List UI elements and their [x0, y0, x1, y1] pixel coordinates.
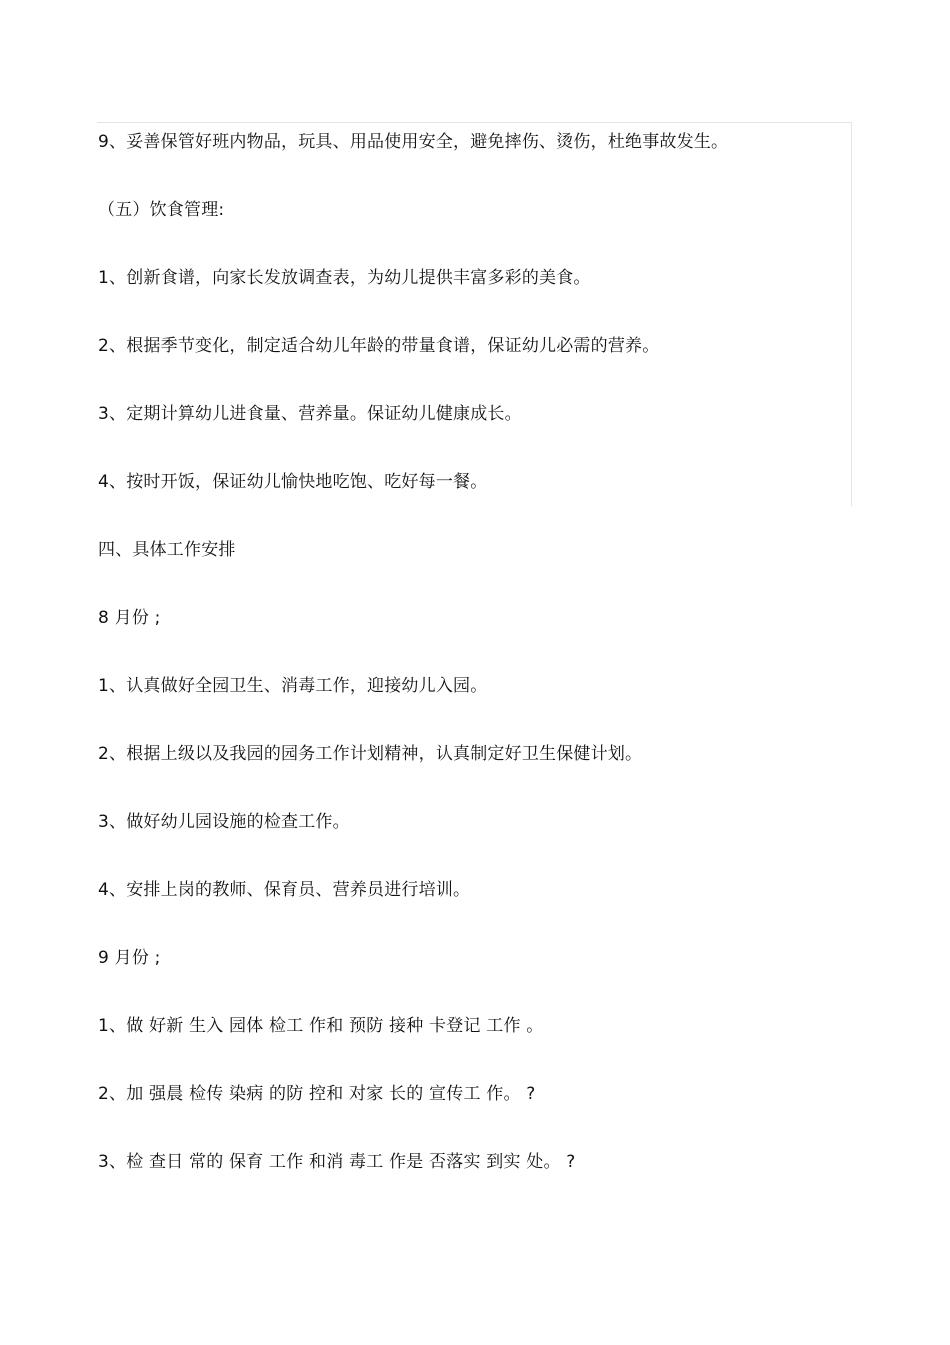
text-line: 1、认真做好全园卫生、消毒工作，迎接幼儿入园。 — [98, 676, 488, 696]
section-heading: （五）饮食管理: — [98, 200, 225, 220]
text-line: 1、做 好新 生入 园体 检工 作和 预防 接种 卡登记 工作 。 — [98, 1016, 544, 1036]
text-line: 1、创新食谱，向家长发放调查表，为幼儿提供丰富多彩的美食。 — [98, 268, 591, 288]
text-line: 3、做好幼儿园设施的检查工作。 — [98, 812, 350, 832]
text-line: 4、按时开饭，保证幼儿愉快地吃饱、吃好每一餐。 — [98, 472, 488, 492]
section-heading: 四、具体工作安排 — [98, 540, 236, 560]
text-line: 2、根据季节变化，制定适合幼儿年龄的带量食谱，保证幼儿必需的营养。 — [98, 336, 660, 356]
text-line: 4、安排上岗的教师、保育员、营养员进行培训。 — [98, 880, 471, 900]
text-line: 9、妥善保管好班内物品，玩具、用品使用安全，避免摔伤、烫伤，杜绝事故发生。 — [98, 132, 729, 152]
text-line: 3、检 查日 常的 保育 工作 和消 毒工 作是 否落实 到实 处。 ? — [98, 1152, 576, 1172]
month-heading: 8 月份 ; — [98, 608, 161, 628]
month-heading: 9 月份 ; — [98, 948, 161, 968]
text-line: 3、定期计算幼儿进食量、营养量。保证幼儿健康成长。 — [98, 404, 522, 424]
page-border-top — [97, 122, 852, 123]
text-line: 2、加 强晨 检传 染病 的防 控和 对家 长的 宣传工 作。 ? — [98, 1084, 536, 1104]
text-line: 2、根据上级以及我园的园务工作计划精神，认真制定好卫生保健计划。 — [98, 744, 643, 764]
document-body — [98, 128, 838, 1216]
page-border-right — [851, 122, 852, 506]
